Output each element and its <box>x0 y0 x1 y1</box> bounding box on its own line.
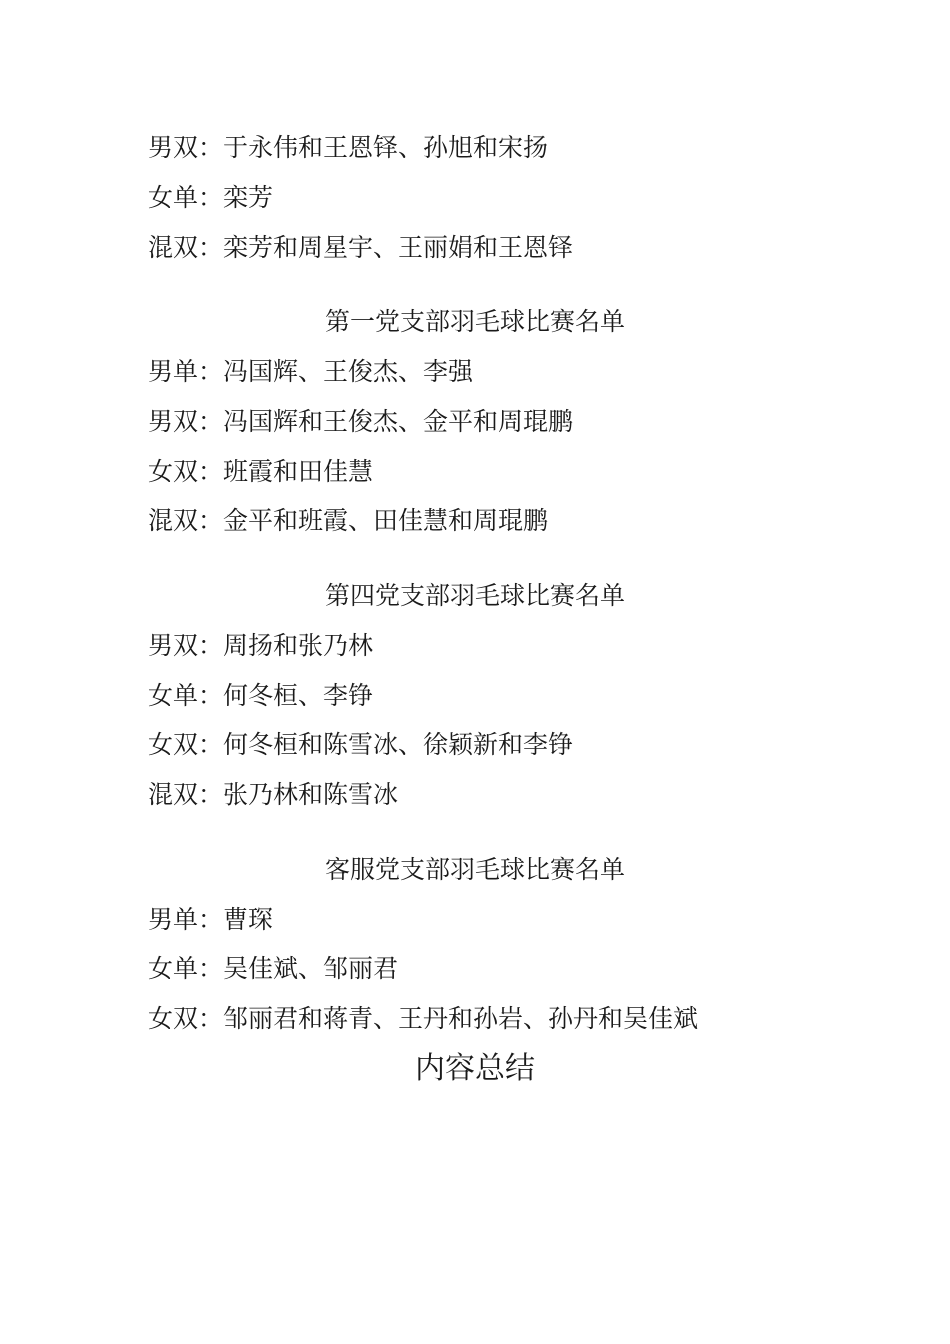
branch4-line-womens-doubles: 女双：何冬桓和陈雪冰、徐颖新和李铮 <box>148 730 574 759</box>
branch1-line-mens-doubles: 男双：冯国辉和王俊杰、金平和周琨鹏 <box>148 407 574 436</box>
service-line-mens-singles: 男单：曹琛 <box>148 905 274 934</box>
branch4-title: 第四党支部羽毛球比赛名单 <box>324 581 625 610</box>
intro-line-mens-doubles: 男双：于永伟和王恩铎、孙旭和宋扬 <box>148 133 549 162</box>
branch4-line-womens-singles: 女单：何冬桓、李铮 <box>148 681 374 710</box>
service-line-womens-singles: 女单：吴佳斌、邹丽君 <box>148 954 399 983</box>
branch4-line-mens-doubles: 男双：周扬和张乃林 <box>148 631 374 660</box>
service-line-womens-doubles: 女双：邹丽君和蒋青、王丹和孙岩、孙丹和吴佳斌 <box>148 1004 699 1033</box>
branch1-line-mens-singles: 男单：冯国辉、王俊杰、李强 <box>148 357 474 386</box>
branch1-title: 第一党支部羽毛球比赛名单 <box>324 307 625 336</box>
intro-line-mixed-doubles: 混双：栾芳和周星宇、王丽娟和王恩铎 <box>148 233 574 262</box>
summary-title: 内容总结 <box>415 1051 535 1086</box>
branch4-line-mixed-doubles: 混双：张乃林和陈雪冰 <box>148 780 399 809</box>
branch1-line-womens-doubles: 女双：班霞和田佳慧 <box>148 457 374 486</box>
intro-line-womens-singles: 女单：栾芳 <box>148 183 274 212</box>
service-title: 客服党支部羽毛球比赛名单 <box>324 855 625 884</box>
branch1-line-mixed-doubles: 混双：金平和班霞、田佳慧和周琨鹏 <box>148 506 549 535</box>
